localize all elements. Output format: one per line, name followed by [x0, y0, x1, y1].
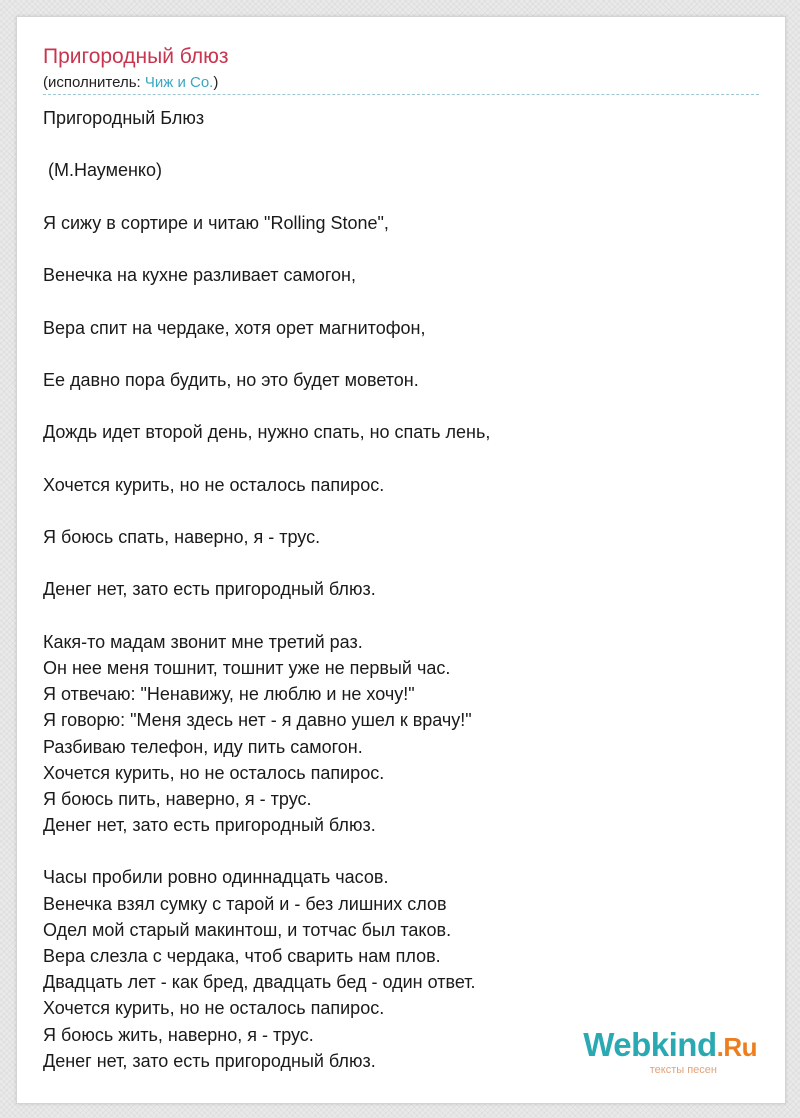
lyric-line: (М.Науменко) — [43, 160, 163, 181]
lyric-line — [43, 393, 763, 419]
watermark-logo — [583, 1025, 757, 1067]
lyric-line: Я боюсь пить, наверно, я - трус. — [43, 788, 312, 809]
lyric-line — [43, 603, 763, 629]
artist-link[interactable]: Чиж и Co. — [144, 74, 214, 91]
watermark-brand-suffix: .Ru — [716, 1032, 757, 1062]
lyric-line: Разбиваю телефон, иду пить самогон. — [43, 736, 363, 757]
lyric-line — [43, 838, 763, 864]
lyric-line — [43, 498, 763, 524]
artist-prefix: (исполнитель: — [43, 74, 145, 91]
lyrics-text — [43, 105, 763, 1074]
lyric-line — [43, 445, 763, 471]
lyric-line: Денег нет, зато есть пригородный блюз. — [43, 579, 376, 600]
lyric-line: Я боюсь жить, наверно, я - трус. — [43, 1024, 314, 1045]
watermark-brand-main: Webkind — [583, 1026, 717, 1063]
lyric-line: Денег нет, зато есть пригородный блюз. — [43, 1050, 376, 1071]
lyric-line: Часы пробили ровно одиннадцать часов. — [43, 867, 389, 888]
lyric-line — [43, 131, 763, 157]
watermark-tagline: тексты песен — [649, 1064, 717, 1076]
lyrics-sheet — [16, 16, 786, 1104]
dashed-divider — [43, 94, 759, 95]
artist-line — [43, 73, 218, 93]
lyric-line: Я отвечаю: "Ненавижу, не люблю и не хочу!" — [43, 684, 415, 705]
lyric-line: Я говорю: "Меня здесь нет - я давно ушел к врачу!" — [43, 710, 472, 731]
lyric-line: Одел мой старый макинтош, и тотчас был таков. — [43, 919, 452, 940]
lyric-line: Ее давно пора будить, но это будет моветон. — [43, 369, 419, 390]
lyric-line: Какя-то мадам звонит мне третий раз. — [43, 631, 363, 652]
lyric-line: Пригородный Блюз — [43, 108, 205, 128]
artist-suffix: ) — [213, 74, 219, 91]
lyric-line — [43, 288, 763, 314]
lyric-line: Хочется курить, но не осталось папирос. — [43, 762, 385, 783]
lyric-line: Вера спит на чердаке, хотя орет магнитофон, — [43, 317, 426, 338]
lyric-line: Я сижу в сортире и читаю "Rolling Stone", — [43, 212, 389, 233]
lyric-line: Денег нет, зато есть пригородный блюз. — [43, 815, 376, 836]
lyric-line: Хочется курить, но не осталось папирос. — [43, 998, 385, 1019]
lyric-line: Венечка взял сумку с тарой и - без лишних слов — [43, 893, 447, 914]
lyric-line: Хочется курить, но не осталось папирос. — [43, 474, 385, 495]
lyric-line — [43, 236, 763, 262]
lyric-line — [43, 550, 763, 576]
lyric-line: Я боюсь спать, наверно, я - трус. — [43, 527, 321, 547]
lyric-line: Венечка на кухне разливает самогон, — [43, 265, 356, 286]
lyric-line — [43, 341, 763, 367]
song-title: Пригородный блюз — [43, 45, 229, 68]
lyric-line: Вера слезла с чердака, чтоб сварить нам плов. — [43, 946, 441, 966]
lyric-line — [43, 184, 763, 210]
site-watermark — [557, 1025, 757, 1081]
lyric-line: Двадцать лет - как бред, двадцать бед - один ответ. — [43, 972, 476, 993]
lyric-line: Он нее меня тошнит, тошнит уже не первый час. — [43, 657, 451, 678]
lyric-line: Дождь идет второй день, нужно спать, но спать лень, — [43, 422, 491, 443]
